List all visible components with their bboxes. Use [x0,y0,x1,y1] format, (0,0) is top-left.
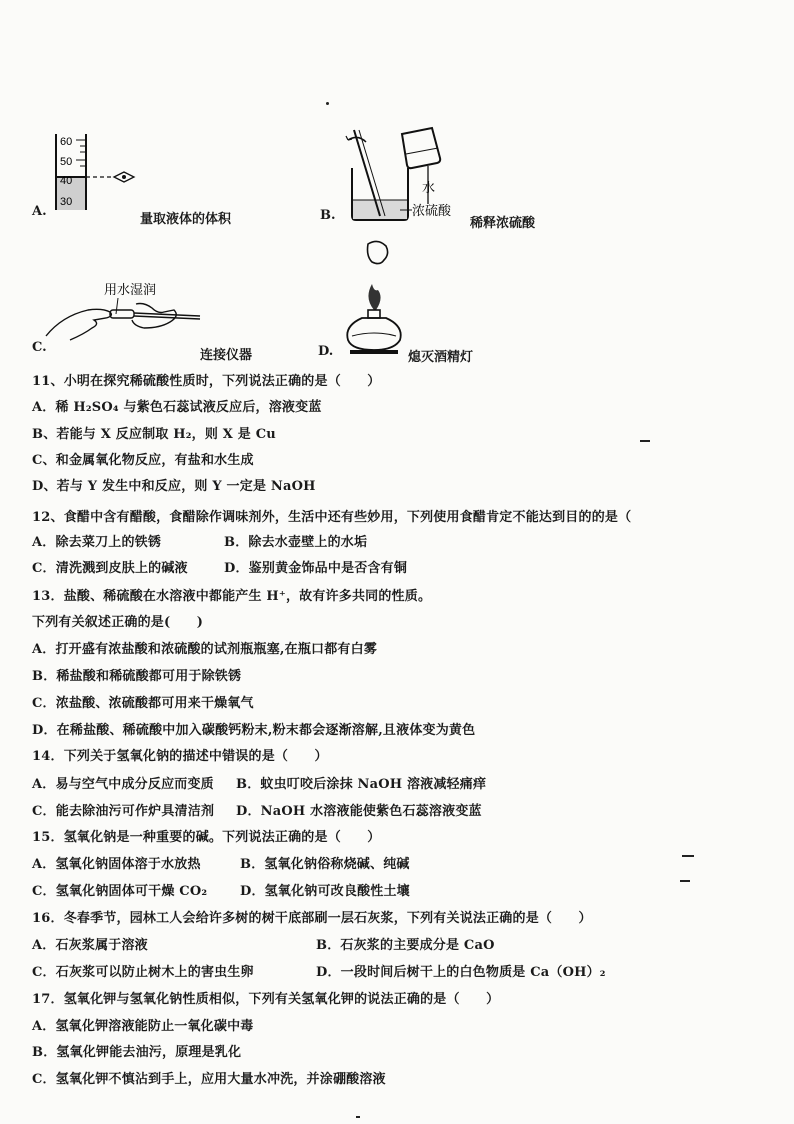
figure-b-option: B. [320,208,336,223]
question-14-option-a: A．易与空气中成分反应而变质 [32,777,214,792]
question-13-option-b: B．稀盐酸和稀硫酸都可用于除铁锈 [32,669,242,684]
question-11-stem: 11、小明在探究稀硫酸性质时，下列说法正确的是（ ） [32,374,381,389]
question-12-stem: 12、食醋中含有醋酸，食醋除作调味剂外，生活中还有些妙用，下列使用食醋肯定不能达到目的的是（ [32,510,632,525]
question-11-option-c: C、和金属氧化物反应，有盐和水生成 [32,453,254,468]
question-15-stem: 15．氢氧化钠是一种重要的碱。下列说法正确的是（ ） [32,830,381,845]
question-15-option-d: D．氢氧化钠可改良酸性土壤 [240,884,410,899]
question-17-option-b: B．氢氧化钾能去油污，原理是乳化 [32,1045,242,1060]
tick-label: 60 [60,136,73,148]
scan-speck [326,102,329,105]
question-12-option-a: A．除去菜刀上的铁锈 [32,535,162,550]
scan-speck [682,855,694,857]
figure-c-option: C. [32,340,47,355]
question-12-option-b: B．除去水壶壁上的水垢 [224,535,368,550]
question-12-option-c: C．清洗溅到皮肤上的碱液 [32,561,188,576]
connecting-tube-figure [40,276,210,352]
acid-label: 浓硫酸 [412,204,452,219]
question-13-stem: 13．盐酸、稀硫酸在水溶液中都能产生 H⁺，故有许多共同的性质。 [32,589,432,604]
question-17-option-c: C．氢氧化钾不慎沾到手上，应用大量水冲洗，并涂硼酸溶液 [32,1072,386,1087]
figure-b-caption: 稀释浓硫酸 [470,216,536,231]
scan-speck [640,440,650,442]
question-14-option-d: D．NaOH 水溶液能使紫色石蕊溶液变蓝 [236,804,482,819]
scan-speck [680,880,690,882]
question-12-option-d: D．鉴别黄金饰品中是否含有铜 [224,561,408,576]
question-16-option-d: D．一段时间后树干上的白色物质是 Ca（OH）₂ [316,965,606,980]
alcohol-lamp-figure [338,236,408,358]
question-14-option-c: C．能去除油污可作炉具清洁剂 [32,804,215,819]
question-17-option-a: A．氢氧化钾溶液能防止一氧化碳中毒 [32,1019,254,1034]
question-13-option-d: D．在稀盐酸、稀硫酸中加入碳酸钙粉末,粉末都会逐渐溶解,且液体变为黄色 [32,723,476,738]
graduated-cylinder-figure [52,132,152,212]
question-11-option-b: B、若能与 X 反应制取 H₂，则 X 是 Cu [32,427,276,442]
question-16-stem: 16．冬春季节，园林工人会给许多树的树干底部刷一层石灰浆，下列有关说法正确的是（ ） [32,911,592,926]
scan-speck [356,1116,360,1118]
question-14-option-b: B．蚊虫叮咬后涂抹 NaOH 溶液减轻痛痒 [236,777,487,792]
question-16-option-a: A．石灰浆属于溶液 [32,938,148,953]
figure-a-option: A. [32,204,47,219]
question-11-option-a: A．稀 H₂SO₄ 与紫色石蕊试液反应后，溶液变蓝 [32,400,322,415]
question-13-stem-2: 下列有关叙述正确的是( ) [32,615,204,630]
figure-d-option: D. [318,344,334,359]
tick-label: 40 [60,175,73,187]
question-13-option-c: C．浓盐酸、浓硫酸都可用来干燥氧气 [32,696,254,711]
question-13-option-a: A．打开盛有浓盐酸和浓硫酸的试剂瓶瓶塞,在瓶口都有白雾 [32,642,378,657]
question-11-option-d: D、若与 Y 发生中和反应，则 Y 一定是 NaOH [32,479,316,494]
question-17-stem: 17．氢氧化钾与氢氧化钠性质相似，下列有关氢氧化钾的说法正确的是（ ） [32,992,500,1007]
figure-a-caption: 量取液体的体积 [140,212,232,227]
tick-label: 30 [60,196,73,208]
water-label: 水 [422,181,436,196]
question-16-option-c: C．石灰浆可以防止树木上的害虫生卵 [32,965,254,980]
question-15-option-c: C．氢氧化钠固体可干燥 CO₂ [32,884,208,899]
figure-c-caption: 连接仪器 [200,348,253,363]
dilution-beaker-figure [340,124,470,224]
tick-label: 50 [60,156,73,168]
question-15-option-a: A．氢氧化钠固体溶于水放热 [32,857,201,872]
question-14-stem: 14．下列关于氢氧化钠的描述中错误的是（ ） [32,749,328,764]
question-16-option-b: B．石灰浆的主要成分是 CaO [316,938,495,953]
wet-label: 用水湿润 [104,283,157,298]
figure-d-caption: 熄灭酒精灯 [408,350,474,365]
question-15-option-b: B．氢氧化钠俗称烧碱、纯碱 [240,857,410,872]
